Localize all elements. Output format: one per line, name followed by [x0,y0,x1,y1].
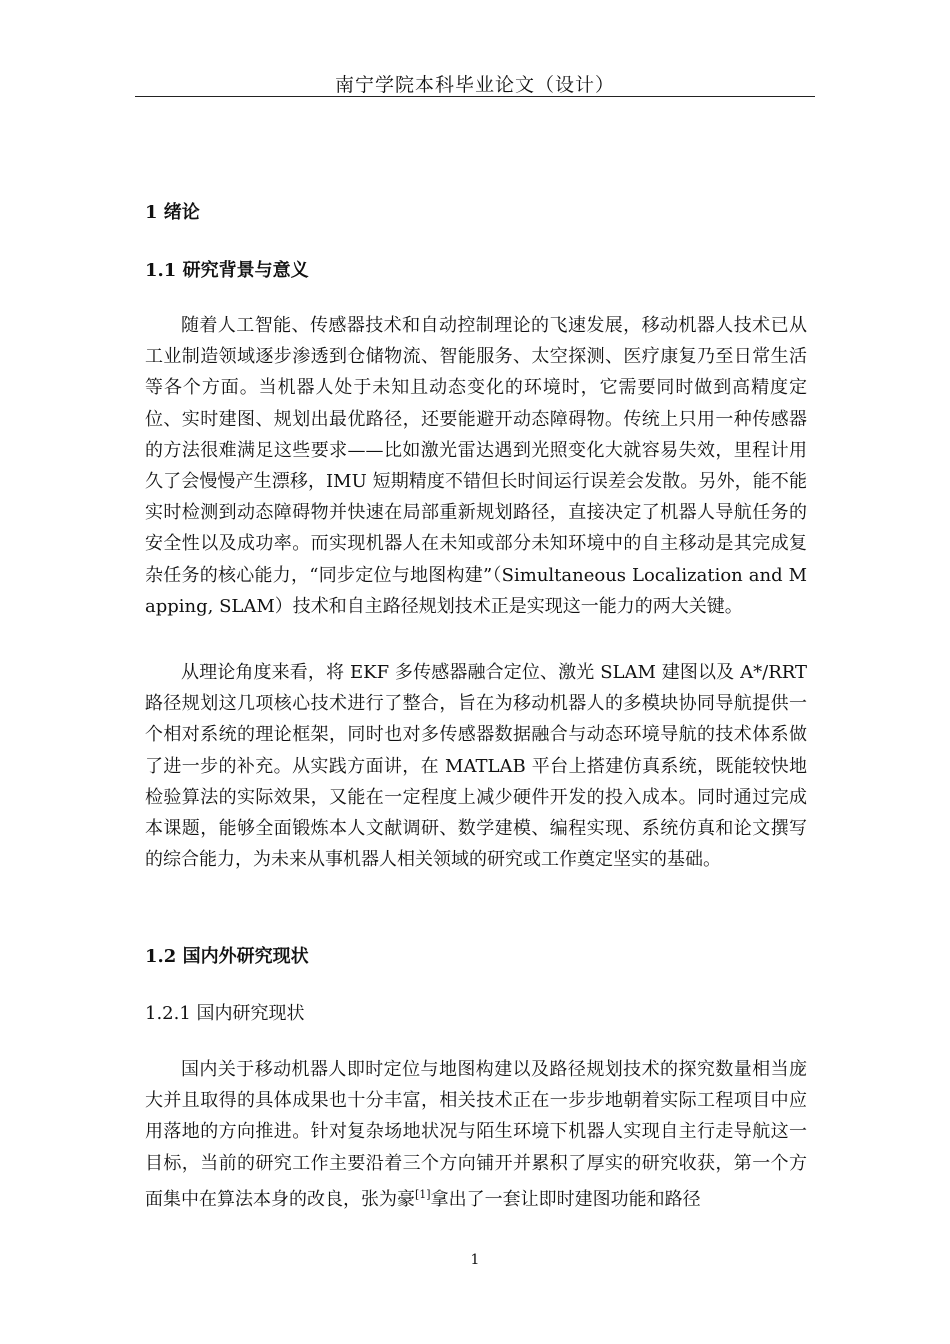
header-rule [135,96,815,97]
citation-ref[interactable]: [1] [415,1187,431,1201]
section-heading-1-1: 1.1 研究背景与意义 [145,260,309,281]
chapter-heading: 1 绪论 [145,202,200,223]
page-number: 1 [470,1252,480,1268]
subsection-heading-1-2-1: 1.2.1 国内研究现状 [145,1003,305,1024]
paragraph-text-cont: 拿出了一套让即时建图功能和路径 [430,1188,701,1210]
paragraph-significance: 从理论角度来看，将 EKF 多传感器融合定位、激光 SLAM 建图以及 A*/RRT 路径规划这几项核心技术进行了整合，旨在为移动机器人的多模块协同导航提供一个相对系统的理论框架，同时也对多传感器数据融合与动态环境导航的技术体系做了进一步的补充。从实践方面讲，在 MATLAB 平台上搭建仿真系统，既能较快地检验算法的实际效果，又能在一定程度上减少硬件开发的投入成本。同时通过完成本课题，能够全面锻炼本人文献调研、数学建模、编程实现、系统仿真和论文撰写的综合能力，为未来从事机器人相关领域的研究或工作奠定坚实的基础。 [145,662,807,871]
paragraph-background: 随着人工智能、传感器技术和自动控制理论的飞速发展，移动机器人技术已从工业制造领域逐步渗透到仓储物流、智能服务、太空探测、医疗康复乃至日常生活等各个方面。当机器人处于未知且动态变化的环境时，它需要同时做到高精度定位、实时建图、规划出最优路径，还要能避开动态障碍物。传统上只用一种传感器的方法很难满足这些要求——比如激光雷达遇到光照变化大就容易失效，里程计用久了会慢慢产生漂移，IMU 短期精度不错但长时间运行误差会发散。另外，能不能实时检测到动态障碍物并快速在局部重新规划路径，直接决定了机器人导航任务的安全性以及成功率。而实现机器人在未知或部分未知环境中的自主移动是其完成复杂任务的核心能力，“同步定位与地图构建”（Simultaneous Localization and Mapping, SLAM）技术和自主路径规划技术正是实现这一能力的两大关键。 [145,315,807,617]
paragraph-text: 国内关于移动机器人即时定位与地图构建以及路径规划技术的探究数量相当庞大并且取得的具体成果也十分丰富，相关技术正在一步步地朝着实际工程项目中应用落地的方向推进。针对复杂场地状况与陌生环境下机器人实现自主行走导航这一目标，当前的研究工作主要沿着三个方向铺开并累积了厚实的研究收获，第一个方面集中在算法本身的改良，张为豪 [145,1059,807,1210]
running-header: 南宁学院本科毕业论文（设计） [334,74,615,96]
section-heading-1-2: 1.2 国内外研究现状 [145,946,309,967]
paragraph-domestic-research [145,1054,807,1215]
